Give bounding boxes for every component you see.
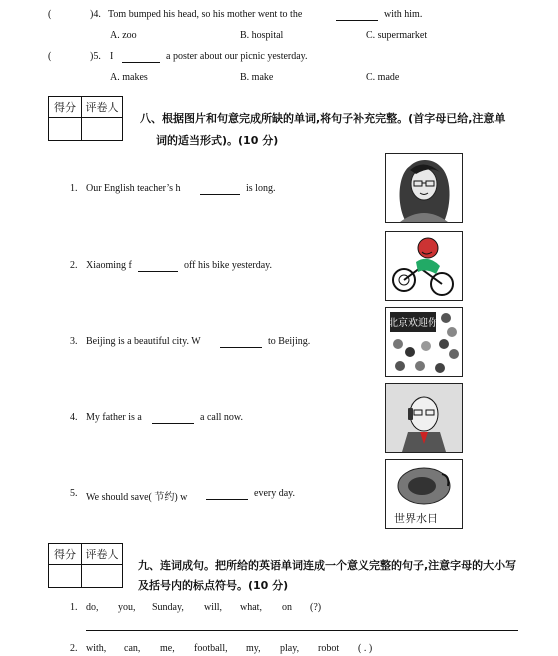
- word-chip: football,: [194, 643, 228, 654]
- sentence-part2: to Beijing.: [268, 336, 311, 347]
- item-number: 2.: [70, 260, 78, 271]
- score-cell[interactable]: [49, 565, 82, 588]
- pic-caption-text: 世界水日: [394, 512, 438, 525]
- grader-label: 评卷人: [82, 544, 123, 565]
- question-stem-part2: with him.: [384, 9, 423, 20]
- item-number: 1.: [70, 602, 78, 613]
- option-c[interactable]: C. made: [366, 72, 400, 83]
- question-number: )5.: [90, 51, 101, 62]
- option-c[interactable]: C. supermarket: [366, 30, 428, 41]
- word-chip: Sunday,: [152, 602, 184, 613]
- score-label: 得分: [49, 97, 82, 118]
- word-chip: my,: [246, 643, 261, 654]
- word-chip: you,: [118, 602, 136, 613]
- word-chip: what,: [240, 602, 262, 613]
- sentence-part2: off his bike yesterday.: [184, 260, 273, 271]
- item-number: 2.: [70, 643, 78, 654]
- question-stem-part1: I: [110, 51, 114, 62]
- sentence-part1: We should save( 节约) w: [86, 492, 188, 503]
- word-chip: will,: [204, 602, 223, 613]
- word-chip: with,: [86, 643, 107, 654]
- pic-banner-text: 北京欢迎你: [388, 318, 438, 329]
- welcome-beijing-picture: [385, 307, 463, 377]
- sentence-part2: is long.: [246, 183, 276, 194]
- answer-blank[interactable]: [152, 413, 194, 424]
- option-b[interactable]: B. make: [240, 72, 274, 83]
- word-chip: (?): [310, 602, 322, 613]
- answer-blank[interactable]: [206, 489, 248, 500]
- sentence-part1: My father is a: [86, 412, 142, 423]
- item-number: 4.: [70, 412, 78, 423]
- answer-blank[interactable]: [138, 261, 178, 272]
- option-b[interactable]: B. hospital: [240, 30, 284, 41]
- question-number: )4.: [90, 9, 101, 20]
- word-chip: do,: [86, 602, 99, 613]
- sentence-part2: every day.: [254, 488, 295, 499]
- word-chip: on: [282, 602, 292, 613]
- sentence-part1: Beijing is a beautiful city. W: [86, 336, 201, 347]
- question-stem-part2: a poster about our picnic yesterday.: [166, 51, 308, 62]
- sentence-part1: Our English teacher’s h: [86, 183, 181, 194]
- item-number: 1.: [70, 183, 78, 194]
- option-a[interactable]: A. makes: [110, 72, 148, 83]
- section-8-title-line1: 八、根据图片和句意完成所缺的单词,将句子补充完整。(首字母已给,注意单: [140, 112, 506, 125]
- score-box: [48, 543, 123, 588]
- sentence-part1: Xiaoming f: [86, 260, 132, 271]
- item-number: 3.: [70, 336, 78, 347]
- option-a[interactable]: A. zoo: [110, 30, 137, 41]
- answer-blank[interactable]: [336, 10, 378, 21]
- score-box: [48, 96, 123, 141]
- section-9-title-line2: 及括号内的标点符号。(10 分): [138, 579, 289, 592]
- answer-paren-open: (: [48, 9, 52, 20]
- sentence-part2: a call now.: [200, 412, 243, 423]
- answer-line[interactable]: [86, 630, 518, 631]
- answer-blank[interactable]: [200, 184, 240, 195]
- word-chip: robot: [318, 643, 340, 654]
- score-cell[interactable]: [49, 118, 82, 141]
- word-chip: play,: [280, 643, 300, 654]
- item-number: 5.: [70, 488, 78, 499]
- word-chip: can,: [124, 643, 141, 654]
- word-chip: ( . ): [358, 643, 373, 654]
- section-9-title-line1: 九、连词成句。把所给的英语单词连成一个意义完整的句子,注意字母的大小写: [138, 559, 517, 572]
- fall-off-bike-picture: [385, 231, 463, 301]
- grader-label: 评卷人: [82, 97, 123, 118]
- man-on-phone-picture: [385, 383, 463, 453]
- section-8-title-line2: 词的适当形式)。(10 分): [156, 134, 279, 147]
- question-stem-part1: Tom bumped his head, so his mother went to the: [108, 9, 303, 20]
- world-water-day-picture: [385, 459, 463, 529]
- answer-paren-open: (: [48, 51, 52, 62]
- grader-cell[interactable]: [82, 565, 123, 588]
- grader-cell[interactable]: [82, 118, 123, 141]
- long-hair-teacher-picture: [385, 153, 463, 223]
- word-chip: me,: [160, 643, 175, 654]
- answer-blank[interactable]: [220, 337, 262, 348]
- answer-blank[interactable]: [122, 52, 160, 63]
- score-label: 得分: [49, 544, 82, 565]
